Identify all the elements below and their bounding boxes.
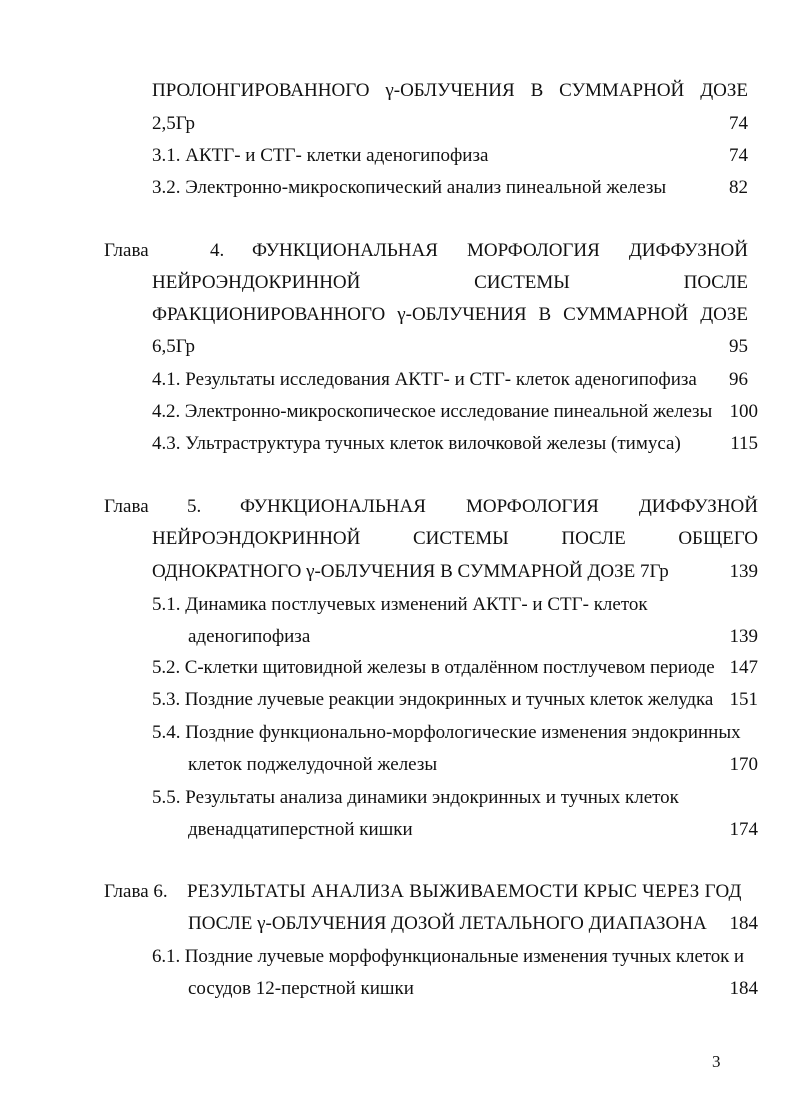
word: ДИФФУЗНОЙ <box>628 240 748 261</box>
ch4-page: 95 <box>729 336 748 357</box>
ch4-title-line3[interactable] <box>152 304 748 326</box>
toc-item-3-2-page: 82 <box>729 177 748 198</box>
ch5-page: 139 <box>729 561 758 582</box>
word: СУММАРНОЙ <box>559 80 685 101</box>
toc-item-5-3[interactable]: 5.3. Поздние лучевые реакции эндокринных и тучных клеток желудка <box>152 689 714 710</box>
toc-item-6-1[interactable]: 6.1. Поздние лучевые морфофункциональные изменения тучных клеток и <box>152 946 744 967</box>
word: МОРФОЛОГИЯ <box>466 240 600 261</box>
word: МОРФОЛОГИЯ <box>465 496 599 517</box>
toc-item-4-3[interactable]: 4.3. Ультраструктура тучных клеток вилочковой железы (тимуса) <box>152 433 681 454</box>
toc-item-6-1-cont[interactable]: сосудов 12-перстной кишки <box>188 978 414 999</box>
toc-item-5-1-cont[interactable]: аденогипофиза <box>188 626 311 647</box>
toc-item-5-3-page: 151 <box>729 689 758 710</box>
toc-item-4-2[interactable]: 4.2. Электронно-микроскопическое исследование пинеальной железы <box>152 401 713 422</box>
ch5-title-line2[interactable] <box>152 528 758 550</box>
toc-item-5-2[interactable]: 5.2. С-клетки щитовидной железы в отдалённом постлучевом периоде <box>152 657 715 678</box>
word: ПРОЛОНГИРОВАННОГО <box>152 80 370 101</box>
toc-item-4-1[interactable]: 4.1. Результаты исследования АКТГ- и СТГ- клеток аденогипофиза <box>152 369 697 390</box>
toc-item-5-5-cont[interactable]: двенадцатиперстной кишки <box>188 819 413 840</box>
ch5-number: 5. <box>187 496 202 517</box>
toc-item-6-1-page: 184 <box>729 978 758 999</box>
word: ДОЗЕ <box>700 304 748 325</box>
toc-item-3-2[interactable]: 3.2. Электронно-микроскопический анализ пинеальной железы <box>152 177 667 198</box>
word: НЕЙРОЭНДОКРИННОЙ <box>152 528 361 549</box>
word: ДИФФУЗНОЙ <box>638 496 758 517</box>
word: ФУНКЦИОНАЛЬНАЯ <box>240 496 426 517</box>
toc-item-5-2-page: 147 <box>729 657 758 678</box>
word: НЕЙРОЭНДОКРИННОЙ <box>152 272 361 293</box>
toc-item-5-1[interactable]: 5.1. Динамика постлучевых изменений АКТГ- и СТГ- клеток <box>152 594 648 615</box>
toc-item-4-1-page: 96 <box>729 369 748 390</box>
word: В <box>530 80 544 101</box>
ch4-title-line1[interactable] <box>252 240 748 262</box>
ch3-page: 74 <box>729 113 748 134</box>
word: СИСТЕМЫ <box>474 272 570 293</box>
word: СИСТЕМЫ <box>412 528 509 549</box>
word: ФУНКЦИОНАЛЬНАЯ <box>252 240 438 261</box>
toc-item-3-1[interactable]: 3.1. АКТГ- и СТГ- клетки аденогипофиза <box>152 145 489 166</box>
ch4-title-line4: 6,5Гр <box>152 336 196 357</box>
toc-item-5-4[interactable]: 5.4. Поздние функционально-морфологические изменения эндокринных <box>152 722 741 743</box>
word: γ-ОБЛУЧЕНИЯ <box>385 80 515 101</box>
word: ПОСЛЕ <box>683 272 748 293</box>
ch3-title-line1 <box>152 80 748 102</box>
word: ПОСЛЕ <box>561 528 626 549</box>
word: СУММАРНОЙ <box>563 304 689 325</box>
toc-item-5-4-cont[interactable]: клеток поджелудочной железы <box>188 754 438 775</box>
ch3-title-line2: 2,5Гр <box>152 113 196 134</box>
page-number: 3 <box>712 1052 721 1071</box>
ch4-label: Глава <box>104 240 149 261</box>
ch5-label: Глава <box>104 496 149 517</box>
ch5-title-line1[interactable] <box>240 496 758 518</box>
word: γ-ОБЛУЧЕНИЯ <box>397 304 527 325</box>
ch6-page: 184 <box>729 913 758 934</box>
ch6-title-line1[interactable]: РЕЗУЛЬТАТЫ АНАЛИЗА ВЫЖИВАЕМОСТИ КРЫС ЧЕРЕЗ ГОД <box>187 881 742 902</box>
word: В <box>538 304 552 325</box>
toc-item-5-1-page: 139 <box>729 626 758 647</box>
ch4-number: 4. <box>210 240 225 261</box>
ch6-label: Глава 6. <box>104 881 168 902</box>
toc-item-5-5-page: 174 <box>729 819 758 840</box>
ch6-title-line2[interactable]: ПОСЛЕ γ-ОБЛУЧЕНИЯ ДОЗОЙ ЛЕТАЛЬНОГО ДИАПАЗОНА <box>188 913 707 934</box>
ch4-title-line2[interactable] <box>152 272 748 294</box>
word: ДОЗЕ <box>700 80 748 101</box>
toc-item-5-4-page: 170 <box>729 754 758 775</box>
word: ОБЩЕГО <box>678 528 758 549</box>
toc-item-5-5[interactable]: 5.5. Результаты анализа динамики эндокринных и тучных клеток <box>152 787 679 808</box>
toc-item-4-3-page: 115 <box>730 433 758 454</box>
toc-item-4-2-page: 100 <box>729 401 758 422</box>
word: ФРАКЦИОНИРОВАННОГО <box>152 304 386 325</box>
toc-item-3-1-page: 74 <box>729 145 748 166</box>
ch5-title-line3[interactable]: ОДНОКРАТНОГО γ-ОБЛУЧЕНИЯ В СУММАРНОЙ ДОЗЕ 7Гр <box>152 561 669 582</box>
